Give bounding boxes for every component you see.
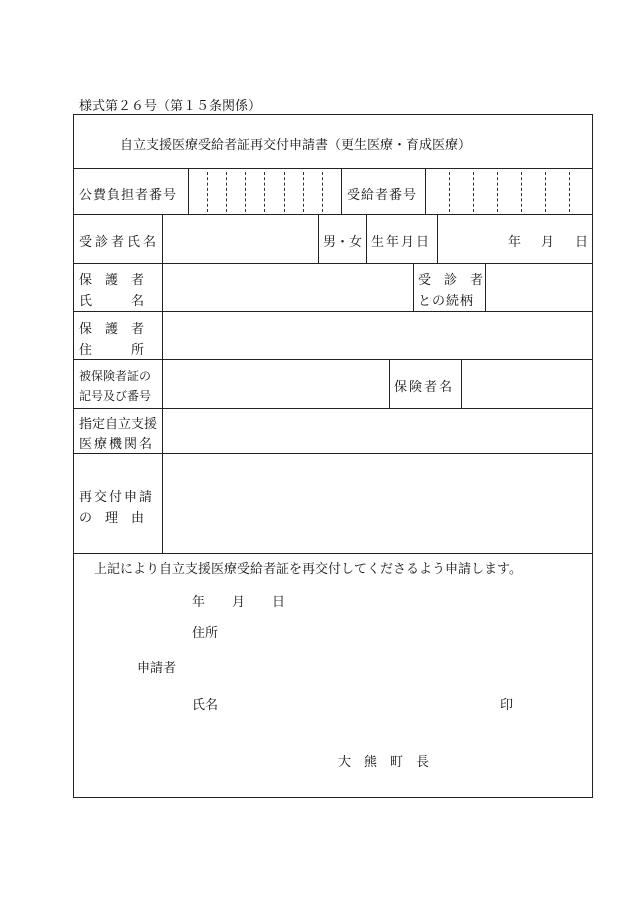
relationship-field[interactable] [487, 265, 591, 310]
application-month-unit: 月 [232, 595, 246, 610]
application-year-unit: 年 [192, 595, 206, 610]
designated-institution-label-line1: 指定自立支援 [79, 417, 158, 432]
relationship-label-line1: 受 診 者 [418, 273, 484, 288]
guardian-address-label-line1: 保 護 者 [79, 322, 145, 337]
guardian-address-field[interactable] [164, 313, 591, 358]
birthdate-year-unit: 年 [508, 235, 522, 250]
form-title: 自立支援医療受給者証再交付申請書（更生医療・育成医療） [120, 138, 472, 153]
seal-mark: 印 [500, 698, 514, 713]
applicant-address-field[interactable] [232, 618, 582, 640]
payer-number-field[interactable] [190, 170, 340, 213]
designated-institution-field[interactable] [164, 410, 591, 452]
reason-label-line2: の 理 由 [79, 511, 145, 526]
recipient-number-field[interactable] [427, 170, 591, 213]
insurance-card-field[interactable] [164, 361, 388, 407]
birthdate-month-unit: 月 [541, 235, 555, 250]
insurer-name-field[interactable] [463, 361, 591, 407]
designated-institution-label-line2: 医療機関名 [79, 437, 155, 452]
reason-field[interactable] [164, 455, 591, 552]
applicant-label: 申請者 [137, 661, 177, 676]
insurer-name-label: 保険者名 [394, 380, 455, 395]
patient-name-label: 受診者氏名 [79, 235, 160, 250]
reason-label-line1: 再交付申請 [79, 490, 155, 505]
payer-number-label: 公費負担者番号 [79, 188, 178, 203]
relationship-label-line2: との続柄 [418, 294, 475, 309]
insurance-card-label-line2: 記号及び番号 [79, 389, 152, 403]
recipient-number-label: 受給者番号 [347, 188, 418, 203]
applicant-address-label: 住所 [192, 626, 219, 641]
application-day-unit: 日 [272, 595, 286, 610]
form-number: 様式第２６号（第１５条関係） [79, 99, 262, 114]
declaration-statement: 上記により自立支援医療受給者証を再交付してくださるよう申請します。 [94, 562, 522, 577]
guardian-address-label-line2: 住 所 [79, 343, 145, 358]
addressee: 大 熊 町 長 [338, 755, 430, 770]
guardian-name-label-line2: 氏 名 [79, 294, 145, 309]
insurance-card-label-line1: 被保険者証の [79, 369, 152, 383]
sex-selector[interactable]: 男・女 [323, 235, 363, 250]
applicant-name-label: 氏名 [192, 698, 219, 713]
patient-name-field[interactable] [164, 216, 317, 262]
guardian-name-label-line1: 保 護 者 [79, 273, 145, 288]
birthdate-day-unit: 日 [575, 235, 589, 250]
guardian-name-field[interactable] [164, 265, 412, 310]
applicant-name-field[interactable] [232, 690, 492, 712]
birthdate-label: 生年月日 [371, 235, 432, 250]
